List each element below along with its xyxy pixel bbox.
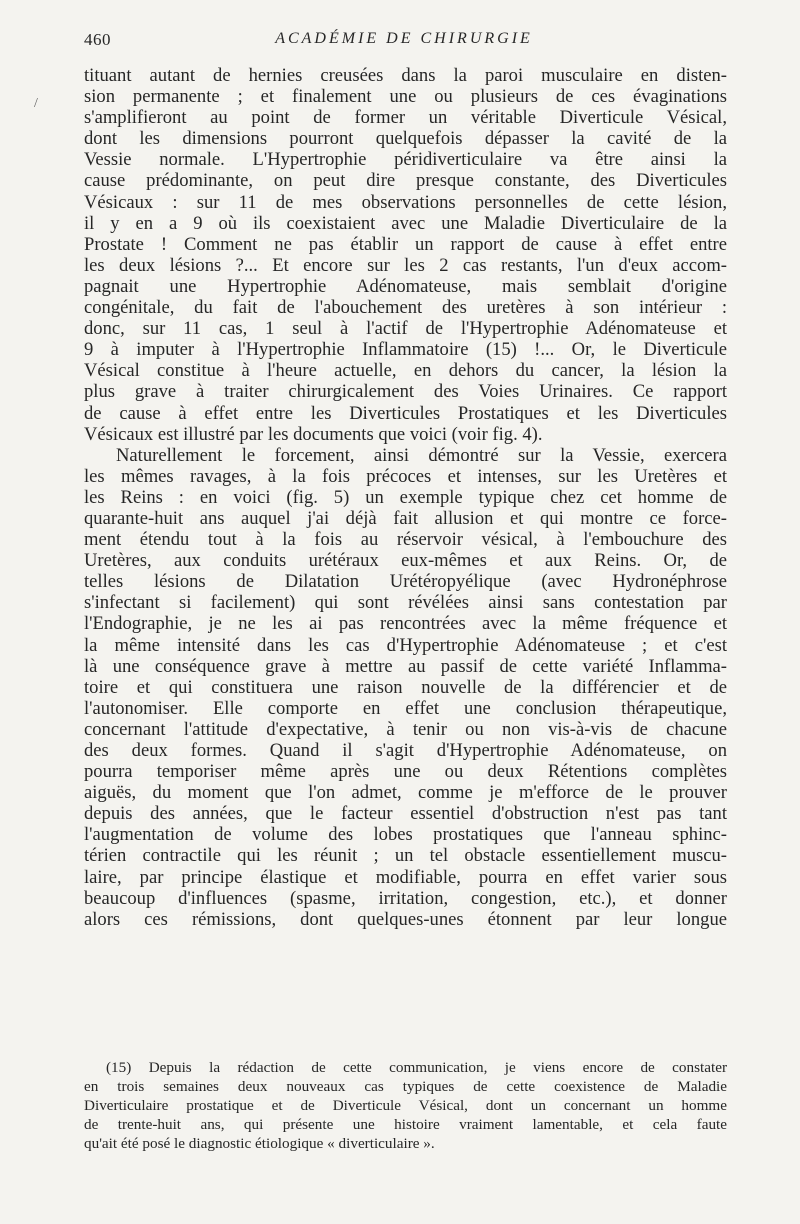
text-line: s'infectant si facilement) qui sont révélées ainsi sans contestation par bbox=[84, 592, 727, 614]
text-line: concernant l'attitude d'expectative, à tenir ou non vis-à-vis de chacune bbox=[84, 718, 727, 740]
text-line: Vessie normale. L'Hypertrophie péridiverticulaire va être ainsi la bbox=[84, 149, 727, 171]
text-line: Naturellement le forcement, ainsi démontré sur la Vessie, exercera bbox=[116, 444, 727, 466]
text-line: cause prédominante, on peut dire presque constante, des Diverticules bbox=[84, 170, 727, 192]
text-line: l'autonomiser. Elle comporte en effet une conclusion thérapeutique, bbox=[84, 697, 727, 719]
text-line: de cause à effet entre les Diverticules Prostatiques et les Diverticules bbox=[84, 402, 727, 424]
text-line: ment étendu tout à la fois au réservoir vésical, à l'embouchure des bbox=[84, 529, 727, 551]
text-line: dont les dimensions pourront quelquefois dépasser la cavité de la bbox=[84, 128, 727, 150]
text-line: tituant autant de hernies creusées dans la paroi musculaire en disten- bbox=[84, 65, 727, 86]
text-line: beaucoup d'influences (spasme, irritation, congestion, etc.), et donner bbox=[84, 887, 727, 909]
text-line: 9 à imputer à l'Hypertrophie Inflammatoire (15) !... Or, le Diverticule bbox=[84, 339, 727, 361]
text-line: quarante-huit ans auquel j'ai déjà fait allusion et qui montre ce force- bbox=[84, 507, 727, 529]
text-line: toire et qui constituera une raison nouvelle de la différencier et de bbox=[84, 676, 727, 698]
text-line: alors ces rémissions, dont quelques-unes étonnent par leur longue bbox=[84, 908, 727, 930]
text-line: les mêmes ravages, à la fois précoces et intenses, sur les Uretères et bbox=[84, 465, 727, 487]
text-line: Prostate ! Comment ne pas établir un rapport de cause à effet entre bbox=[84, 233, 727, 255]
text-line: la même intensité dans les cas d'Hypertrophie Adénomateuse ; et c'est bbox=[84, 634, 727, 656]
text-line: aiguës, du moment que l'on admet, comme je m'efforce de le prouver bbox=[84, 782, 727, 804]
text-line: donc, sur 11 cas, 1 seul à l'actif de l'Hypertrophie Adénomateuse et bbox=[84, 318, 727, 340]
running-head: ACADÉMIE DE CHIRURGIE bbox=[275, 30, 533, 47]
text-line: là une conséquence grave à mettre au passif de cette variété Inflamma- bbox=[84, 655, 727, 677]
text-line: térien contractile qui les réunit ; un tel obstacle essentiellement muscu- bbox=[84, 845, 727, 867]
text-line: pourra temporiser même après une ou deux Rétentions complètes bbox=[84, 761, 727, 783]
text-line: laire, par principe élastique et modifiable, pourra en effet varier sous bbox=[84, 866, 727, 888]
text-line: des deux formes. Quand il s'agit d'Hypertrophie Adénomateuse, on bbox=[84, 740, 727, 761]
text-line: Vésicaux : sur 11 de mes observations personnelles de cette lésion, bbox=[84, 191, 727, 213]
text-line: les deux lésions ?... Et encore sur les 2 cas restants, l'un d'eux accom- bbox=[84, 254, 727, 276]
text-line: plus grave à traiter chirurgicalement des Voies Urinaires. Ce rapport bbox=[84, 381, 727, 403]
footnote-line: de trente-huit ans, qui présente une histoire vraiment lamentable, et cela faute bbox=[84, 1116, 727, 1133]
text-line: Vésicaux est illustré par les documents que voici (voir fig. 4). bbox=[84, 423, 543, 445]
footnote-line: (15) Depuis la rédaction de cette communication, je viens encore de constater bbox=[106, 1059, 727, 1076]
text-line: Uretères, aux conduits urétéraux eux-mêmes et aux Reins. Or, de bbox=[84, 550, 727, 572]
body-text bbox=[84, 65, 727, 930]
text-line: s'amplifieront au point de former un véritable Diverticule Vésical, bbox=[84, 107, 727, 129]
footnote-line: en trois semaines deux nouveaux cas typiques de cette coexistence de Maladie bbox=[84, 1078, 727, 1095]
text-line: l'augmentation de volume des lobes prostatiques que l'anneau sphinc- bbox=[84, 824, 727, 846]
text-line: congénitale, du fait de l'abouchement des uretères à son intérieur : bbox=[84, 297, 727, 319]
text-line: Vésical constitue à l'heure actuelle, en dehors du cancer, la lésion la bbox=[84, 360, 727, 382]
text-line: telles lésions de Dilatation Urétéropyélique (avec Hydronéphrose bbox=[84, 571, 727, 593]
margin-mark: / bbox=[34, 96, 38, 111]
text-line: il y en a 9 où ils coexistaient avec une Maladie Diverticulaire de la bbox=[84, 212, 727, 234]
text-line: l'Endographie, je ne les ai pas rencontrées avec la même fréquence et bbox=[84, 613, 727, 635]
text-line: sion permanente ; et finalement une ou plusieurs de ces évaginations bbox=[84, 86, 727, 108]
text-line: depuis des années, que le facteur essentiel d'obstruction n'est pas tant bbox=[84, 803, 727, 825]
page-header bbox=[84, 30, 724, 56]
page-number: 460 bbox=[84, 30, 111, 49]
text-line: pagnait une Hypertrophie Adénomateuse, mais semblait d'origine bbox=[84, 275, 727, 297]
footnote-line: qu'ait été posé le diagnostic étiologique « diverticulaire ». bbox=[84, 1135, 435, 1152]
footnote-line: Diverticulaire prostatique et de Diverticule Vésical, dont un concernant un homme bbox=[84, 1097, 727, 1114]
footnote bbox=[84, 1058, 727, 1153]
text-line: les Reins : en voici (fig. 5) un exemple typique chez cet homme de bbox=[84, 486, 727, 508]
